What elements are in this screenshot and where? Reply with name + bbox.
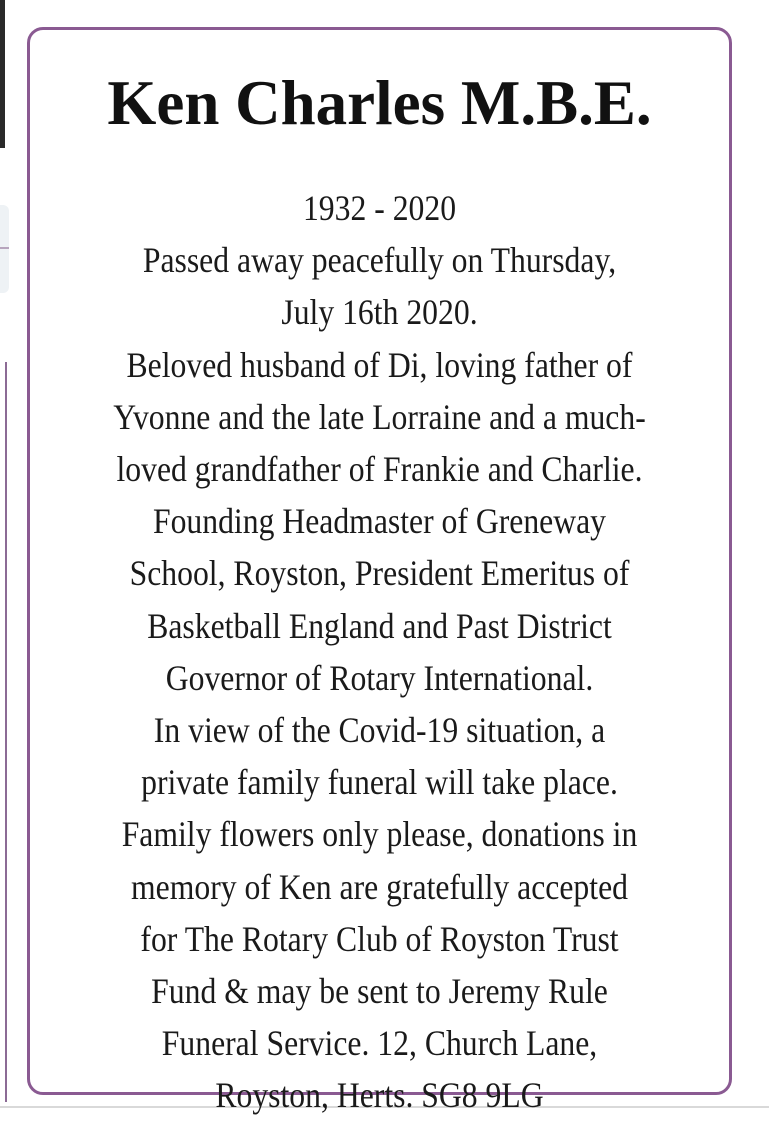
obituary-line: private family funeral will take place.	[141, 762, 618, 803]
obituary-line: School, Royston, President Emeritus of	[129, 553, 630, 594]
obituary-line: July 16th 2020.	[281, 292, 478, 333]
obituary-line: Funeral Service. 12, Church Lane,	[161, 1023, 598, 1064]
obituary-body	[72, 182, 687, 1122]
obituary-line: Yvonne and the late Lorraine and a much-	[113, 396, 646, 437]
life-dates: 1932 - 2020	[302, 188, 457, 228]
adjacent-notice-edge-top	[0, 0, 5, 148]
obituary-line: for The Rotary Club of Royston Trust	[140, 918, 619, 959]
obituary-line: Passed away peacefully on Thursday,	[142, 240, 617, 281]
obituary-line: Fund & may be sent to Jeremy Rule	[151, 971, 608, 1012]
obituary-line: Family flowers only please, donations in	[121, 814, 638, 855]
obituary-line: memory of Ken are gratefully accepted	[131, 866, 628, 907]
obituary-line: Founding Headmaster of Greneway	[152, 501, 607, 542]
obituary-line: In view of the Covid-19 situation, a	[153, 710, 606, 751]
obituary-line: Royston, Herts. SG8 9LG	[215, 1075, 544, 1116]
adjacent-notice-edge-middle	[0, 205, 9, 293]
obituary-line: Basketball England and Past District	[147, 605, 612, 646]
obituary-line: Beloved husband of Di, loving father of	[126, 344, 633, 385]
obituary-line: loved grandfather of Frankie and Charlie.	[116, 449, 643, 490]
obituary-line: Governor of Rotary International.	[165, 657, 594, 698]
adjacent-notice-edge-line	[0, 247, 9, 249]
adjacent-notice-edge-border	[0, 362, 7, 1102]
obituary-notice-frame	[27, 27, 732, 1116]
deceased-name-heading: Ken Charles M.B.E.	[107, 68, 652, 138]
